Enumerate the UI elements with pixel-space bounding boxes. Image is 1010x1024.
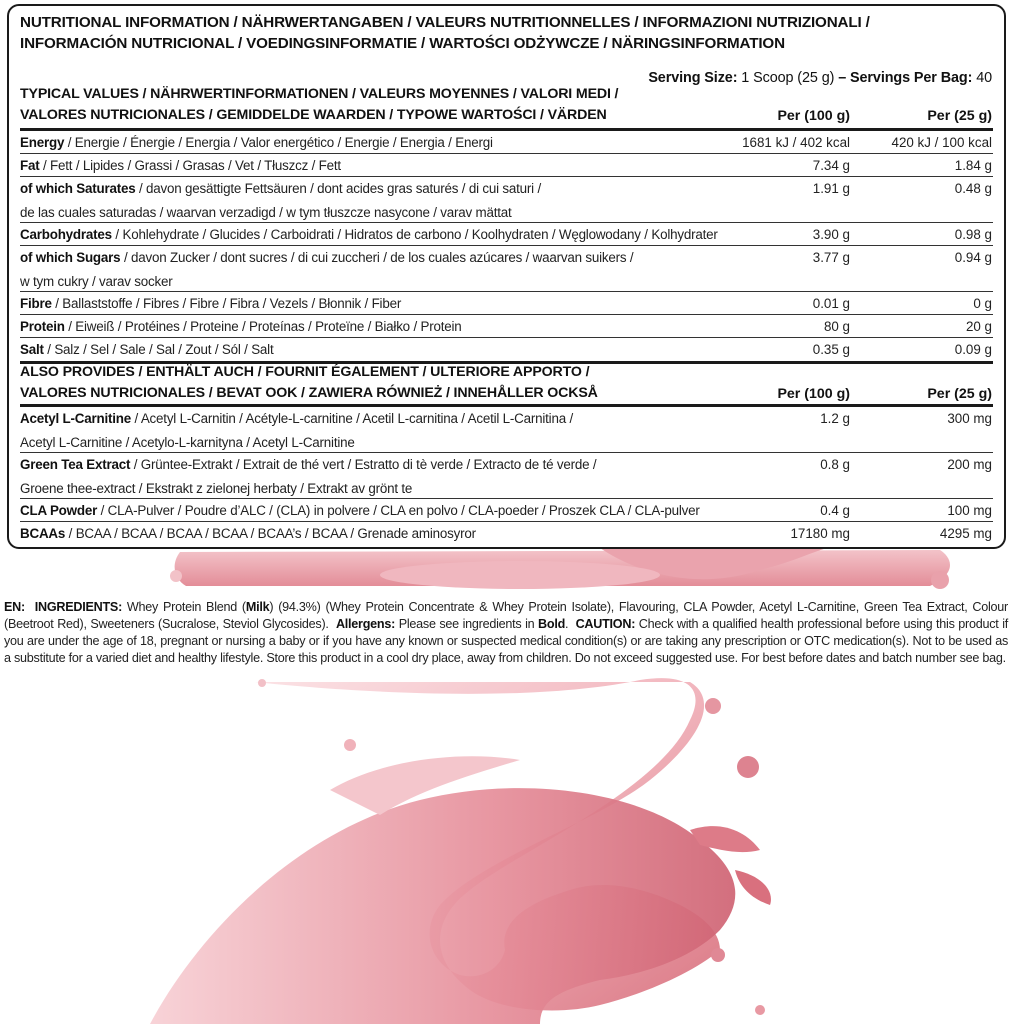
allergens-label: Allergens:: [335, 617, 396, 631]
caution-label: CAUTION:: [575, 617, 636, 631]
servings-per-bag-value: 40: [976, 70, 992, 86]
also-provides-header: [20, 362, 993, 406]
extra-translations: / BCAA / BCAA / BCAA / BCAA / BCAA’s / BCAA / Grenade aminosyror: [65, 526, 476, 541]
extra-translations-continued: Groene thee-extract / Ekstrakt z zielonej herbaty / Extrakt av grönt te: [20, 480, 413, 496]
nutrient-translations: / Energie / Énergie / Energia / Valor energético / Energie / Energia / Energi: [64, 135, 493, 150]
extra-translations: / Grüntee-Extrakt / Extrait de thé vert / Estratto di tè verde / Extracto de té verde /: [130, 457, 597, 472]
nutrient-name: Fibre: [20, 296, 52, 311]
value-per-25g: 4295 mg: [939, 526, 992, 541]
value-per-100g: 1681 kJ / 402 kcal: [742, 135, 850, 150]
value-per-100g: 0.35 g: [812, 342, 850, 357]
column-per-25g: Per (25 g): [927, 108, 992, 124]
extra-row-acetyl-l-carnitine: [20, 407, 993, 453]
value-per-25g: 0 g: [973, 296, 992, 311]
nutrient-name: Energy: [20, 135, 65, 150]
nutrient-name: Salt: [20, 342, 44, 357]
ingredients-text-b: ) (94.3%) (Whey Protein Concentrate & Whey Protein Isolate), Flavouring, CLA Powder, Acetyl L-Carnitine, Green Tea Extract, Colour (Beetroot Red), Sweeteners (Sucralose, Steviol Glycosides).: [4, 600, 1008, 631]
nutrient-row-fibre: [20, 292, 993, 315]
nutrient-name: Protein: [20, 319, 65, 334]
table-title-line2: INFORMACIÓN NUTRICIONAL / VOEDINGSINFORMATIE / WARTOŚCI ODŻYWCZE / NÄRINGSINFORMATION: [20, 35, 785, 52]
nutrient-name: Fat: [20, 158, 40, 173]
also-provides-heading-line1: ALSO PROVIDES / ENTHÄLT AUCH / FOURNIT ÉGALEMENT / ULTERIORE APPORTO /: [20, 364, 590, 380]
nutrient-row-salt: [20, 338, 993, 361]
nutrient-translations-continued: de las cuales saturadas / waarvan verzadigd / w tym tłuszcze nasycone / varav mättat: [20, 204, 512, 220]
typical-values-heading-line1: TYPICAL VALUES / NÄHRWERTINFORMATIONEN / VALEURS MOYENNES / VALORI MEDI /: [20, 86, 619, 102]
nutrient-name: of which Saturates: [20, 181, 136, 196]
column-per-25g: Per (25 g): [927, 386, 992, 402]
allergen-milk: Milk: [245, 600, 270, 614]
language-code: EN:: [4, 600, 25, 614]
nutrition-table-panel: [7, 4, 1006, 549]
value-per-25g: 100 mg: [947, 503, 992, 518]
value-per-25g: 300 mg: [947, 411, 992, 426]
column-per-100g: Per (100 g): [777, 386, 850, 402]
value-per-25g: 1.84 g: [954, 158, 992, 173]
allergens-bold-word: Bold: [538, 617, 566, 631]
nutrient-name: of which Sugars: [20, 250, 121, 265]
nutrient-row-energy: [20, 131, 993, 154]
nutrient-translations: / davon gesättigte Fettsäuren / dont acides gras saturés / di cui saturi /: [135, 181, 541, 196]
extra-name: Acetyl L-Carnitine: [20, 411, 131, 426]
typical-values-header: [20, 84, 993, 128]
value-per-100g: 3.90 g: [812, 227, 850, 242]
nutrient-translations-continued: w tym cukry / varav socker: [20, 273, 173, 289]
extra-name: CLA Powder: [20, 503, 98, 518]
value-per-100g: 80 g: [823, 319, 850, 334]
value-per-100g: 0.4 g: [820, 503, 850, 518]
value-per-25g: 0.94 g: [954, 250, 992, 265]
nutrient-name: Carbohydrates: [20, 227, 112, 242]
nutrient-translations: / davon Zucker / dont sucres / di cui zuccheri / de los cuales azúcares / waarvan suikers /: [120, 250, 634, 265]
extra-translations-continued: Acetyl L-Carnitine / Acetylo-L-karnityna / Acetyl L-Carnitine: [20, 434, 355, 450]
also-provides-heading-line2: VALORES NUTRICIONALES / BEVAT OOK / ZAWIERA RÓWNIEŻ / INNEHÅLLER OCKSÅ: [20, 385, 598, 401]
value-per-25g: 20 g: [965, 319, 992, 334]
nutrient-row-fat: [20, 154, 993, 177]
nutrient-row-saturates: [20, 177, 993, 223]
serving-dash: –: [838, 70, 847, 86]
extra-row-bcaas: [20, 522, 993, 545]
allergens-period: .: [565, 617, 569, 631]
value-per-100g: 1.2 g: [820, 411, 850, 426]
extra-name: BCAAs: [20, 526, 66, 541]
value-per-25g: 0.48 g: [954, 181, 992, 196]
column-per-100g: Per (100 g): [777, 108, 850, 124]
nutrient-row-carbohydrates: [20, 223, 993, 246]
caution-text: Check with a qualified health professional before using this product if you are under the age of 18, pregnant or nursing a baby or if you have any known or suspected medical condition(s) or are taking any prescription or OTC medication(s). Not to be used as a substitute for a varied diet and healthy lifestyle. Store this product in a cool dry place, away from children. Do not exceed suggested use. For best before dates and batch number see bag.: [4, 617, 1009, 665]
value-per-100g: 7.34 g: [812, 158, 850, 173]
value-per-100g: 3.77 g: [812, 250, 850, 265]
extra-row-green-tea-extract: [20, 453, 993, 499]
value-per-25g: 0.98 g: [954, 227, 992, 242]
nutrient-translations: / Salz / Sel / Sale / Sal / Zout / Sól / Salt: [43, 342, 274, 357]
value-per-100g: 0.01 g: [812, 296, 850, 311]
extra-name: Green Tea Extract: [20, 457, 131, 472]
nutrient-row-sugars: [20, 246, 993, 292]
nutrient-row-protein: [20, 315, 993, 338]
ingredients-text-a: Whey Protein Blend (: [122, 600, 246, 614]
value-per-100g: 0.8 g: [820, 457, 850, 472]
value-per-25g: 420 kJ / 100 kcal: [891, 135, 992, 150]
ingredients-paragraph: [4, 599, 1008, 667]
servings-per-bag-label: Servings Per Bag:: [850, 70, 973, 86]
nutrient-translations: / Kohlehydrate / Glucides / Carboidrati / Hidratos de carbono / Koolhydraten / Węglowodany / Kolhydrater: [111, 227, 718, 242]
nutrient-translations: / Eiweiß / Protéines / Proteine / Proteínas / Proteïne / Białko / Protein: [64, 319, 462, 334]
value-per-100g: 17180 mg: [790, 526, 850, 541]
extra-row-cla-powder: [20, 499, 993, 522]
allergens-text: Please see ingredients in: [395, 617, 539, 631]
extra-translations: / CLA-Pulver / Poudre d’ALC / (CLA) in polvere / CLA en polvo / CLA-poeder / Proszek CLA / CLA-pulver: [97, 503, 700, 518]
nutrient-translations: / Ballaststoffe / Fibres / Fibre / Fibra / Vezels / Błonnik / Fiber: [51, 296, 402, 311]
nutrient-translations: / Fett / Lipides / Grassi / Grasas / Vet / Tłuszcz / Fett: [39, 158, 341, 173]
table-title-line1: NUTRITIONAL INFORMATION / NÄHRWERTANGABEN / VALEURS NUTRITIONNELLES / INFORMAZIONI NUTRIZIONALI /: [20, 14, 870, 31]
ingredients-label: INGREDIENTS:: [34, 600, 123, 614]
extra-translations: / Acetyl L-Carnitin / Acétyle-L-carnitine / Acetil L-carnitina / Acetil L-Carnitina /: [131, 411, 573, 426]
value-per-25g: 200 mg: [947, 457, 992, 472]
serving-size-label: Serving Size:: [648, 70, 738, 86]
typical-values-heading-line2: VALORES NUTRICIONALES / GEMIDDELDE WAARDEN / TYPOWE WARTOŚCI / VÄRDEN: [20, 107, 607, 123]
value-per-100g: 1.91 g: [812, 181, 850, 196]
value-per-25g: 0.09 g: [954, 342, 992, 357]
serving-size-value: 1 Scoop (25 g): [741, 70, 835, 86]
